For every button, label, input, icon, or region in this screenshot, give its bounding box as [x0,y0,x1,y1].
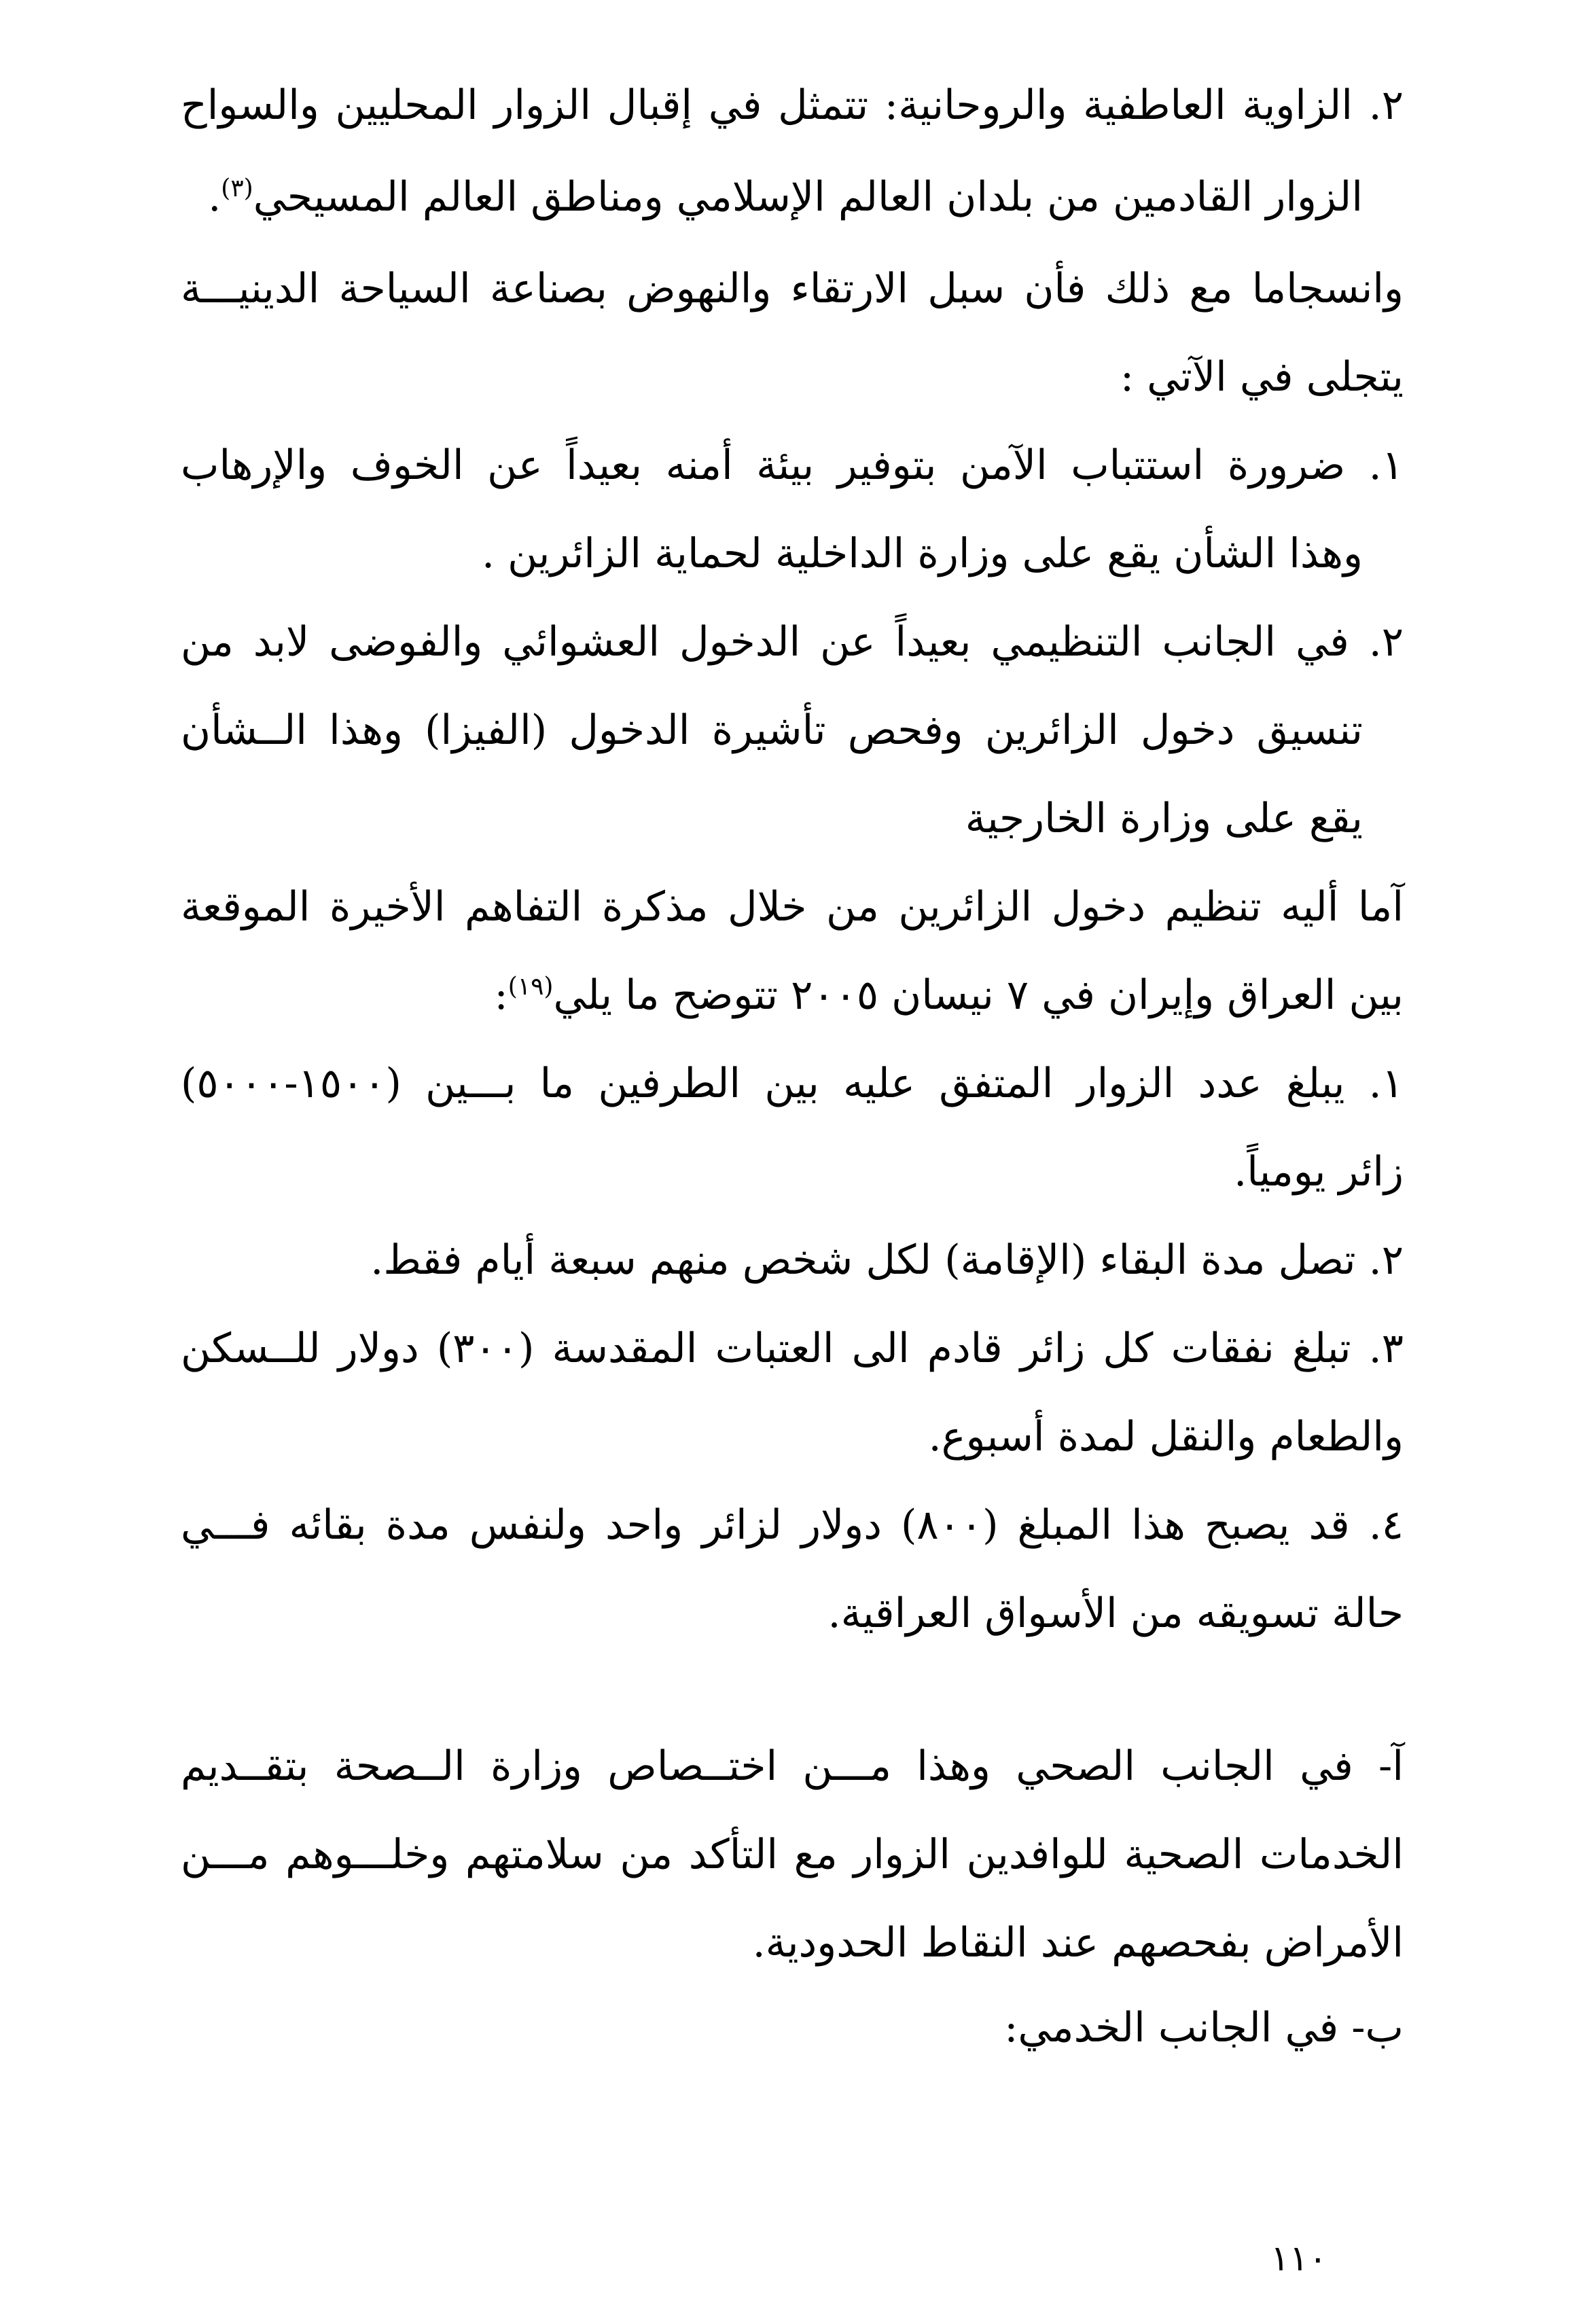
text-line-15: ٣. تبلغ نفقات كل زائر قادم الى العتبات المقدسة (٣٠٠) دولار للــسكن [181,1325,1404,1372]
text-line-21: الأمراض بفحصهم عند النقاط الحدودية. [752,1919,1404,1967]
text-line-2-end: . [208,173,221,221]
page-number: ١١٠ [1270,2238,1327,2279]
text-line-11-body: بين العراق وإيران في ٧ نيسان ٢٠٠٥ تتوضح ما يلي [553,971,1404,1019]
text-line-11-end: : [494,971,508,1019]
footnote-marker: (٣) [221,175,253,202]
text-line-10: آما أليه تنظيم دخول الزائرين من خلال مذكرة التفاهم الأخيرة الموقعة [181,883,1404,931]
text-line-2-body: الزوار القادمين من بلدان العالم الإسلامي ومناطق العالم المسيحي [253,173,1363,221]
text-line-4: يتجلى في الآتي : [1120,353,1404,401]
text-line-22: ب- في الجانب الخدمي: [1004,2004,1404,2052]
text-line-12: ١. يبلغ عدد الزوار المتفق عليه بين الطرفين ما بـــين (١٥٠٠-٥٠٠٠) [181,1060,1404,1107]
text-line-20: الخدمات الصحية للوافدين الزوار مع التأكد من سلامتهم وخلـــوهم مـــن [181,1831,1404,1878]
text-line-9: يقع على وزارة الخارجية [965,795,1363,842]
text-line-6: وهذا الشأن يقع على وزارة الداخلية لحماية الزائرين . [481,530,1363,577]
text-line-18: حالة تسويقه من الأسواق العراقية. [827,1590,1404,1637]
text-line-16: والطعام والنقل لمدة أسبوع. [928,1413,1404,1461]
text-line-3: وانسجاما مع ذلك فأن سبل الارتقاء والنهوض بصناعة السياحة الدينيـــة [181,265,1404,312]
text-line-7: ٢. في الجانب التنظيمي بعيداً عن الدخول العشوائي والفوضى لابد من [181,618,1404,666]
text-line-2 [181,166,1363,228]
footnote-marker: (١٩) [507,973,554,1001]
text-line-5: ١. ضرورة استتباب الآمن بتوفير بيئة أمنه بعيداً عن الخوف والإرهاب [181,442,1404,489]
text-line-17: ٤. قد يصبح هذا المبلغ (٨٠٠) دولار لزائر واحد ولنفس مدة بقائه فـــي [181,1501,1404,1549]
text-line-13: زائر يومياً. [1234,1148,1404,1196]
text-line-8: تنسيق دخول الزائرين وفحص تأشيرة الدخول (الفيزا) وهذا الــشأن [181,707,1363,754]
text-line-1: ٢. الزاوية العاطفية والروحانية: تتمثل في إقبال الزوار المحليين والسواح [181,82,1404,129]
text-line-11 [181,965,1404,1026]
text-line-19: آ- في الجانب الصحي وهذا مـــن اختــصاص وزارة الــصحة بتقــديم [181,1742,1404,1790]
text-line-14: ٢. تصل مدة البقاء (الإقامة) لكل شخص منهم سبعة أيام فقط. [370,1236,1404,1284]
